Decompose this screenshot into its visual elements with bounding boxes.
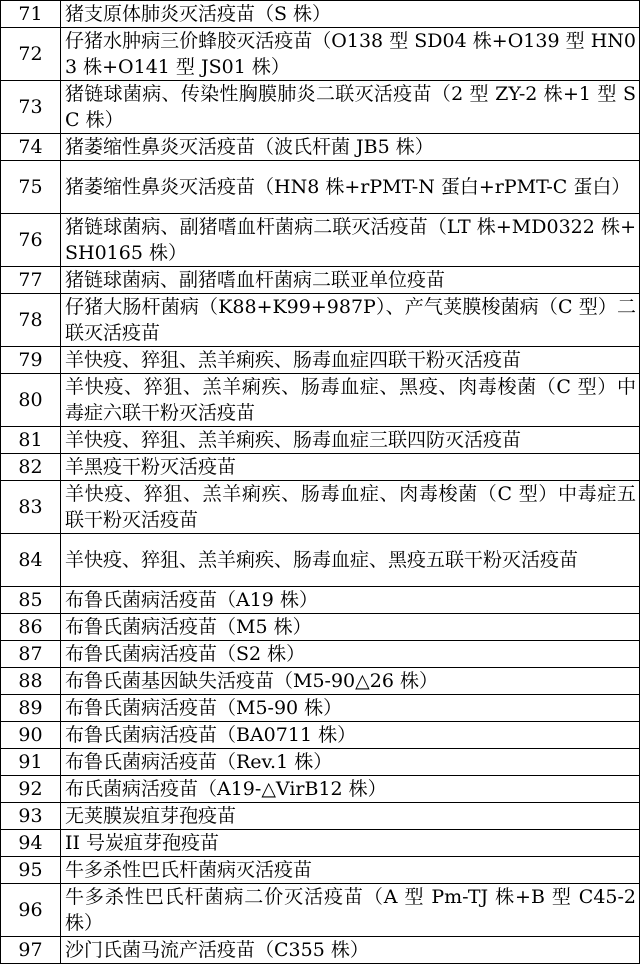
row-number: 71: [1, 1, 61, 28]
vaccine-name: 布鲁氏菌病活疫苗（Rev.1 株）: [61, 749, 640, 776]
table-row: [1, 161, 640, 214]
row-number: 78: [1, 294, 61, 347]
vaccine-name: 仔猪大肠杆菌病（K88+K99+987P）、产气荚膜梭菌病（C 型）二联灭活疫苗: [61, 294, 640, 347]
row-number: 86: [1, 614, 61, 641]
vaccine-name: 布鲁氏菌病活疫苗（A19 株）: [61, 587, 640, 614]
row-number: 97: [1, 937, 61, 964]
row-number: 79: [1, 347, 61, 374]
vaccine-name: 无荚膜炭疽芽孢疫苗: [61, 803, 640, 830]
row-number: 88: [1, 668, 61, 695]
row-number: 90: [1, 722, 61, 749]
row-number: 89: [1, 695, 61, 722]
vaccine-name: 牛多杀性巴氏杆菌病二价灭活疫苗（A 型 Pm-TJ 株+B 型 C45-2 株）: [61, 884, 640, 937]
table-row: [1, 347, 640, 374]
table-row: [1, 884, 640, 937]
table-row: [1, 427, 640, 454]
table-row: [1, 294, 640, 347]
table-row: [1, 749, 640, 776]
vaccine-name: 羊快疫、猝狙、羔羊痢疾、肠毒血症、肉毒梭菌（C 型）中毒症五联干粉灭活疫苗: [61, 481, 640, 534]
row-number: 96: [1, 884, 61, 937]
vaccine-table-body: [1, 1, 640, 964]
row-number: 82: [1, 454, 61, 481]
vaccine-name: 布氏菌病活疫苗（A19-△VirB12 株）: [61, 776, 640, 803]
row-number: 91: [1, 749, 61, 776]
vaccine-name: 猪链球菌病、传染性胸膜肺炎二联灭活疫苗（2 型 ZY-2 株+1 型 SC 株）: [61, 81, 640, 134]
table-row: [1, 937, 640, 964]
row-number: 95: [1, 857, 61, 884]
table-row: [1, 267, 640, 294]
vaccine-name: 羊黑疫干粉灭活疫苗: [61, 454, 640, 481]
vaccine-name: 猪萎缩性鼻炎灭活疫苗（波氏杆菌 JB5 株）: [61, 134, 640, 161]
row-number: 92: [1, 776, 61, 803]
table-row: [1, 134, 640, 161]
vaccine-name: 沙门氏菌马流产活疫苗（C355 株）: [61, 937, 640, 964]
row-number: 77: [1, 267, 61, 294]
table-row: [1, 695, 640, 722]
table-row: [1, 81, 640, 134]
table-row: [1, 776, 640, 803]
table-row: [1, 857, 640, 884]
table-row: [1, 668, 640, 695]
table-row: [1, 722, 640, 749]
vaccine-name: 羊快疫、猝狙、羔羊痢疾、肠毒血症、黑疫五联干粉灭活疫苗: [61, 534, 640, 587]
vaccine-name: 布鲁氏菌病活疫苗（M5-90 株）: [61, 695, 640, 722]
row-number: 87: [1, 641, 61, 668]
row-number: 80: [1, 374, 61, 427]
table-row: [1, 1, 640, 28]
vaccine-name: 猪链球菌病、副猪嗜血杆菌病二联灭活疫苗（LT 株+MD0322 株+SH0165 株）: [61, 214, 640, 267]
table-row: [1, 803, 640, 830]
table-row: [1, 641, 640, 668]
vaccine-name: 仔猪水肿病三价蜂胶灭活疫苗（O138 型 SD04 株+O139 型 HN03 株+O141 型 JS01 株）: [61, 28, 640, 81]
row-number: 85: [1, 587, 61, 614]
vaccine-name: 猪萎缩性鼻炎灭活疫苗（HN8 株+rPMT-N 蛋白+rPMT-C 蛋白）: [61, 161, 640, 214]
row-number: 93: [1, 803, 61, 830]
table-row: [1, 587, 640, 614]
table-row: [1, 830, 640, 857]
table-row: [1, 374, 640, 427]
row-number: 81: [1, 427, 61, 454]
table-row: [1, 481, 640, 534]
vaccine-name: 猪支原体肺炎灭活疫苗（S 株）: [61, 1, 640, 28]
vaccine-name: 牛多杀性巴氏杆菌病灭活疫苗: [61, 857, 640, 884]
vaccine-name: 布鲁氏菌病活疫苗（BA0711 株）: [61, 722, 640, 749]
vaccine-name: II 号炭疽芽孢疫苗: [61, 830, 640, 857]
table-row: [1, 214, 640, 267]
row-number: 73: [1, 81, 61, 134]
vaccine-name: 布鲁氏菌病活疫苗（M5 株）: [61, 614, 640, 641]
row-number: 75: [1, 161, 61, 214]
table-row: [1, 614, 640, 641]
table-row: [1, 28, 640, 81]
vaccine-name: 布鲁氏菌基因缺失活疫苗（M5-90△26 株）: [61, 668, 640, 695]
vaccine-name: 猪链球菌病、副猪嗜血杆菌病二联亚单位疫苗: [61, 267, 640, 294]
vaccine-name: 羊快疫、猝狙、羔羊痢疾、肠毒血症、黑疫、肉毒梭菌（C 型）中毒症六联干粉灭活疫苗: [61, 374, 640, 427]
row-number: 94: [1, 830, 61, 857]
vaccine-name: 布鲁氏菌病活疫苗（S2 株）: [61, 641, 640, 668]
row-number: 74: [1, 134, 61, 161]
row-number: 76: [1, 214, 61, 267]
table-row: [1, 454, 640, 481]
row-number: 72: [1, 28, 61, 81]
vaccine-name: 羊快疫、猝狙、羔羊痢疾、肠毒血症四联干粉灭活疫苗: [61, 347, 640, 374]
row-number: 84: [1, 534, 61, 587]
table-row: [1, 534, 640, 587]
vaccine-name: 羊快疫、猝狙、羔羊痢疾、肠毒血症三联四防灭活疫苗: [61, 427, 640, 454]
row-number: 83: [1, 481, 61, 534]
